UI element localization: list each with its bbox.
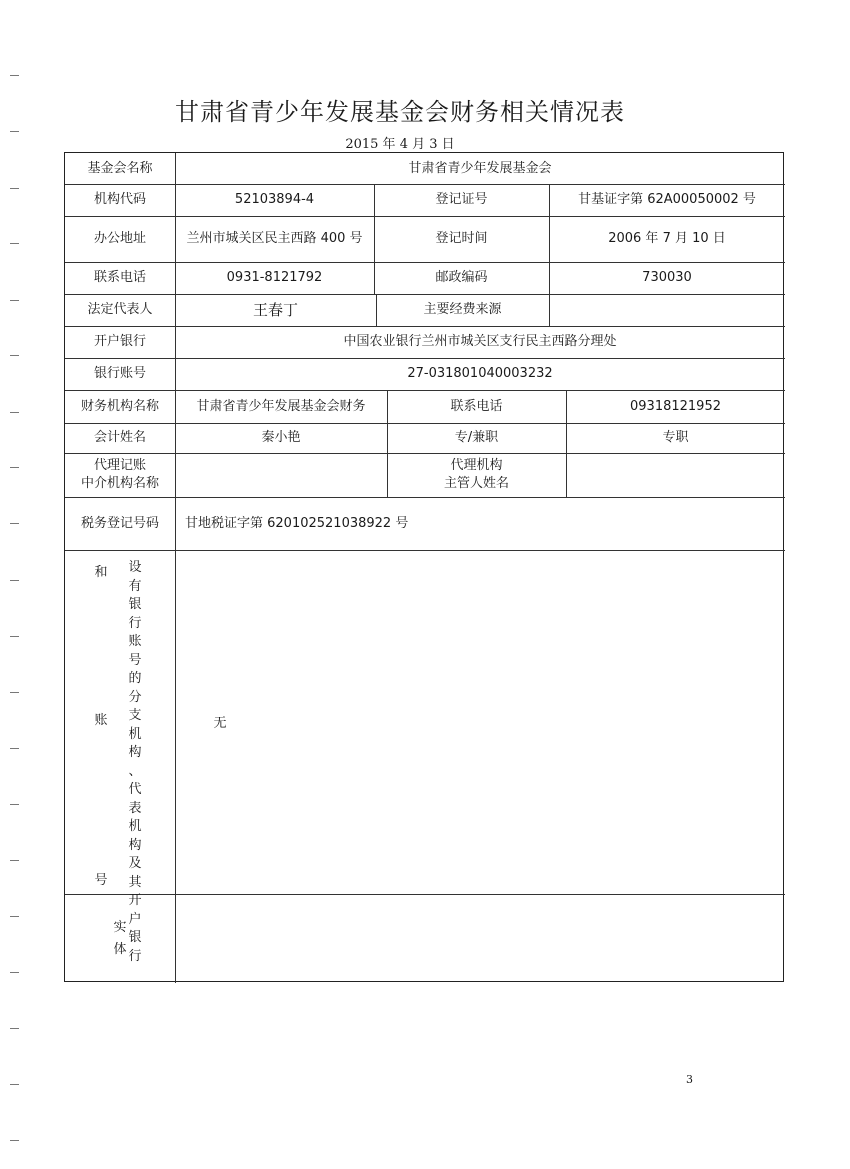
branch-left-char: 号 xyxy=(94,873,108,888)
registration-date-value: 2006 年 7 月 10 日 xyxy=(608,231,726,246)
branch-char: 开 xyxy=(128,893,142,908)
binding-mark xyxy=(10,355,19,356)
agency-label xyxy=(65,453,175,497)
branch-char: 机 xyxy=(128,819,142,834)
org-code-label: 机构代码 xyxy=(93,192,146,207)
branch-left-char: 和 xyxy=(94,565,108,580)
agency-manager-label-line2: 主管人姓名 xyxy=(443,476,509,491)
employment-type-value: 专职 xyxy=(662,430,689,445)
tax-number-value: 甘地税证字第 620102521038922 号 xyxy=(185,515,409,531)
document-title: 甘肃省青少年发展基金会财务相关情况表 xyxy=(175,98,625,126)
entity-char: 实 xyxy=(113,920,127,935)
registration-date-label: 登记时间 xyxy=(435,231,488,246)
row-divider xyxy=(65,550,785,551)
finance-org-label: 财务机构名称 xyxy=(80,398,159,414)
funding-source-value xyxy=(549,294,785,326)
branch-char: 及 xyxy=(128,856,142,871)
finance-phone-label: 联系电话 xyxy=(450,398,503,414)
branch-left-char: 账 xyxy=(94,713,108,728)
entity-char: 体 xyxy=(113,942,127,957)
branch-char: 账 xyxy=(128,634,142,649)
bank-value: 中国农业银行兰州市城关区支行民主西路分理处 xyxy=(343,334,617,349)
office-address-value: 兰州市城关区民主西路 400 号 xyxy=(186,231,363,246)
agency-label-line2: 中介机构名称 xyxy=(80,476,159,491)
entity-label xyxy=(112,919,128,960)
binding-mark xyxy=(10,580,19,581)
branch-char: 号 xyxy=(128,652,142,668)
bank-account-label: 银行账号 xyxy=(93,366,146,381)
postal-code-value: 730030 xyxy=(642,270,692,285)
legal-rep-value: 王春丁 xyxy=(252,301,298,319)
binding-mark xyxy=(10,300,19,301)
agency-label-line1: 代理记账 xyxy=(93,458,146,473)
binding-mark xyxy=(10,131,19,132)
legal-rep-label: 法定代表人 xyxy=(87,302,153,317)
tax-number-label: 税务登记号码 xyxy=(80,515,159,531)
agency-manager-label xyxy=(387,453,566,497)
branch-char: 表 xyxy=(128,800,142,816)
contact-phone-label: 联系电话 xyxy=(93,270,146,285)
branch-accounts-value: 无 xyxy=(213,716,227,731)
foundation-name-value: 甘肃省青少年发展基金会 xyxy=(408,160,552,176)
funding-source-label: 主要经费来源 xyxy=(423,302,502,317)
branch-char: 银 xyxy=(128,597,142,612)
binding-mark xyxy=(10,1140,19,1141)
org-code-value: 52103894-4 xyxy=(234,192,315,207)
binding-mark xyxy=(10,188,19,189)
binding-mark xyxy=(10,243,19,244)
accountant-label: 会计姓名 xyxy=(93,430,146,445)
bank-account-value: 27-031801040003232 xyxy=(407,366,553,381)
branch-char: 的 xyxy=(128,671,142,686)
bank-label: 开户银行 xyxy=(93,334,146,349)
binding-mark xyxy=(10,75,19,76)
finance-org-value: 甘肃省青少年发展基金会财务 xyxy=(196,398,366,414)
binding-mark xyxy=(10,636,19,637)
registration-number-value: 甘基证字第 62A00050002 号 xyxy=(578,192,756,207)
binding-mark xyxy=(10,748,19,749)
agency-value xyxy=(175,453,387,497)
contact-phone-value: 0931-8121792 xyxy=(226,270,323,285)
branch-char: 代 xyxy=(128,782,142,797)
branch-char: 行 xyxy=(128,615,142,631)
branch-char: 构 xyxy=(128,837,142,853)
branch-char: 构 xyxy=(128,745,142,760)
finance-phone-value: 09318121952 xyxy=(630,398,721,414)
branch-char: 设 xyxy=(128,560,142,575)
binding-mark xyxy=(10,692,19,693)
office-address-label: 办公地址 xyxy=(93,231,146,246)
document-date: 2015 年 4 月 3 日 xyxy=(345,137,455,152)
binding-mark xyxy=(10,804,19,805)
branch-char: 其 xyxy=(128,874,142,890)
branch-char: 机 xyxy=(128,726,142,742)
branch-char: 、 xyxy=(128,763,142,779)
binding-mark xyxy=(10,860,19,861)
binding-mark xyxy=(10,972,19,973)
employment-type-label: 专/兼职 xyxy=(454,430,499,445)
binding-mark xyxy=(10,1028,19,1029)
postal-code-label: 邮政编码 xyxy=(435,270,488,285)
agency-manager-label-line1: 代理机构 xyxy=(450,458,503,473)
branch-char: 分 xyxy=(128,689,142,705)
agency-manager-value xyxy=(566,453,785,497)
entity-value xyxy=(175,894,785,982)
binding-mark xyxy=(10,916,19,917)
branch-char: 银 xyxy=(128,930,142,945)
branch-char: 户 xyxy=(128,911,142,927)
binding-mark xyxy=(10,412,19,413)
binding-mark xyxy=(10,467,19,468)
page-number: 3 xyxy=(686,1073,693,1086)
finance-info-table xyxy=(64,152,784,982)
binding-mark xyxy=(10,1084,19,1085)
branch-vertical-label xyxy=(127,559,143,966)
branch-char: 支 xyxy=(128,708,142,723)
binding-mark xyxy=(10,523,19,524)
branch-char: 行 xyxy=(128,948,142,964)
registration-number-label: 登记证号 xyxy=(435,192,488,207)
branch-char: 有 xyxy=(128,578,142,594)
foundation-name-label: 基金会名称 xyxy=(87,160,153,176)
accountant-value: 秦小艳 xyxy=(261,430,301,445)
